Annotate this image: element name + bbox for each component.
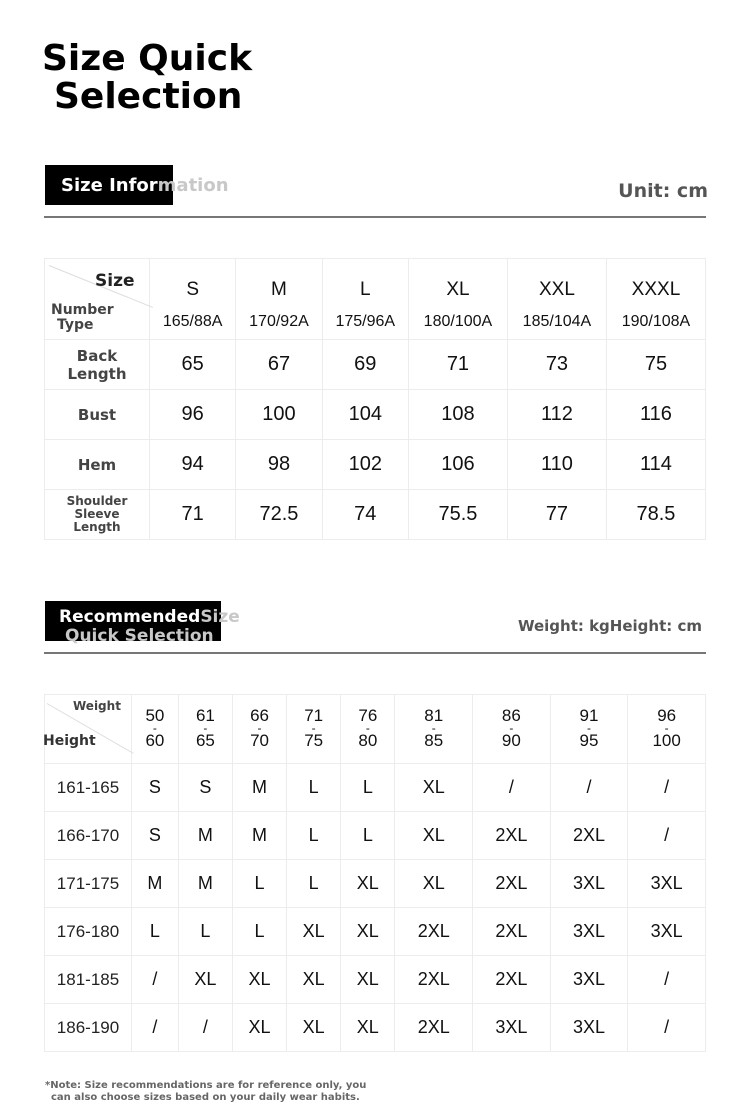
size-column-header — [408, 259, 507, 340]
range-value: 60 — [145, 730, 165, 750]
table-cell: 3XL — [628, 908, 706, 956]
table-cell: 67 — [236, 340, 322, 390]
table-row — [45, 1004, 706, 1052]
table-cell: L — [232, 860, 286, 908]
weight-range-header — [628, 695, 706, 764]
table-cell: 2XL — [395, 908, 473, 956]
table-cell: 74 — [322, 490, 408, 540]
weight-range-header — [132, 695, 179, 764]
table-cell: 75.5 — [408, 490, 507, 540]
table-cell: S — [132, 812, 179, 860]
table-cell: XL — [232, 1004, 286, 1052]
weight-range-header — [178, 695, 232, 764]
table-cell: 104 — [322, 390, 408, 440]
table-cell: 96 — [150, 390, 236, 440]
table-cell: 2XL — [473, 956, 551, 1004]
table-cell: / — [628, 956, 706, 1004]
range-dash: - — [509, 720, 514, 735]
recommended-label-line1-light: Size — [200, 607, 240, 627]
height-range-label: 176-180 — [45, 908, 132, 956]
range-dash: - — [311, 720, 316, 735]
table-row-shoulder-sleeve — [45, 490, 706, 540]
range-value: 85 — [424, 730, 444, 750]
table-cell: 69 — [322, 340, 408, 390]
footnote — [45, 1080, 366, 1104]
range-dash: - — [203, 720, 208, 735]
weight-range-header — [232, 695, 286, 764]
size-information-table — [44, 258, 706, 540]
table-cell: M — [132, 860, 179, 908]
row-label: Hem — [45, 440, 150, 490]
row-label — [45, 490, 150, 540]
weight-height-unit-label: Weight: kgHeight: cm — [517, 617, 702, 635]
table-cell: 110 — [507, 440, 606, 490]
table-cell: XL — [341, 956, 395, 1004]
table-cell: / — [132, 1004, 179, 1052]
table-cell: / — [628, 812, 706, 860]
size-name: XXXL — [631, 279, 681, 300]
recommended-label-line2: Quick Selection — [65, 626, 214, 646]
row-label: Back Length — [45, 340, 150, 390]
size-information-label-light: mation — [157, 175, 229, 196]
table-cell: L — [232, 908, 286, 956]
size-name: S — [186, 279, 199, 300]
size-information-label — [45, 165, 229, 205]
table-cell: 114 — [606, 440, 705, 490]
page-title-line2: Selection — [54, 76, 243, 117]
table-cell: 65 — [150, 340, 236, 390]
table-cell: / — [132, 956, 179, 1004]
table-cell: 78.5 — [606, 490, 705, 540]
table-cell: L — [287, 812, 341, 860]
size-column-header — [507, 259, 606, 340]
table-cell: XL — [287, 908, 341, 956]
corner-number-type-label — [51, 303, 114, 333]
table-cell: / — [628, 764, 706, 812]
page-title — [42, 40, 252, 116]
table-cell: XL — [395, 764, 473, 812]
weight-range — [501, 705, 521, 750]
row-label-line2: Length — [73, 520, 121, 534]
range-value: 50 — [145, 705, 165, 725]
range-value: 86 — [501, 705, 521, 725]
height-range-label: 181-185 — [45, 956, 132, 1004]
size-column-header — [322, 259, 408, 340]
table-cell: L — [178, 908, 232, 956]
size-column-header — [150, 259, 236, 340]
height-range-label: 166-170 — [45, 812, 132, 860]
table-cell: XL — [178, 956, 232, 1004]
table-cell: XL — [287, 956, 341, 1004]
table-cell: / — [550, 764, 628, 812]
table-cell: 75 — [606, 340, 705, 390]
range-value: 100 — [652, 730, 681, 750]
size-number-type: 165/88A — [162, 313, 223, 330]
corner-number-line2: Type — [57, 317, 94, 333]
table-cell: 71 — [150, 490, 236, 540]
corner-weight-label: Weight — [73, 699, 121, 713]
table-cell: L — [341, 764, 395, 812]
weight-range — [304, 705, 324, 750]
size-number-type: 180/100A — [423, 313, 493, 330]
table-row — [45, 812, 706, 860]
table-cell: M — [178, 812, 232, 860]
height-range-label: 161-165 — [45, 764, 132, 812]
section-divider — [44, 652, 706, 654]
size-name: XXL — [538, 279, 575, 300]
range-value: 70 — [250, 730, 269, 750]
recommended-size-table — [44, 694, 706, 1052]
table-cell: 94 — [150, 440, 236, 490]
recommended-label-line1: Recommended — [59, 607, 201, 627]
table-cell: 3XL — [550, 908, 628, 956]
table-cell: M — [178, 860, 232, 908]
range-value: 66 — [250, 705, 269, 725]
footnote-line1: *Note: Size recommendations are for reference only, you — [45, 1080, 367, 1091]
size-number-type: 170/92A — [249, 313, 309, 330]
row-label-line1: Shoulder Sleeve — [66, 494, 128, 521]
table-cell: / — [473, 764, 551, 812]
table-cell: / — [178, 1004, 232, 1052]
table-cell: 2XL — [473, 860, 551, 908]
table-cell: 116 — [606, 390, 705, 440]
range-value: 90 — [501, 730, 521, 750]
table-cell: 3XL — [473, 1004, 551, 1052]
table-cell: 3XL — [550, 1004, 628, 1052]
table-cell: 72.5 — [236, 490, 322, 540]
range-value: 61 — [195, 705, 215, 725]
weight-height-corner — [45, 695, 132, 764]
table-cell: 3XL — [550, 956, 628, 1004]
table-cell: XL — [395, 812, 473, 860]
range-value: 80 — [358, 730, 378, 750]
size-name: L — [359, 279, 371, 300]
table-cell: 2XL — [395, 956, 473, 1004]
table-cell: XL — [287, 1004, 341, 1052]
range-value: 76 — [358, 705, 378, 725]
range-value: 96 — [657, 705, 677, 725]
table-cell: XL — [395, 860, 473, 908]
table-cell: 77 — [507, 490, 606, 540]
size-header-row — [45, 259, 706, 340]
table-cell: 98 — [236, 440, 322, 490]
table-row — [45, 764, 706, 812]
corner-number-line1: Number — [51, 302, 114, 318]
weight-range-header — [341, 695, 395, 764]
corner-size-label: Size — [95, 271, 135, 291]
table-cell: XL — [341, 1004, 395, 1052]
range-dash: - — [365, 720, 370, 735]
weight-range — [145, 705, 165, 750]
table-cell: M — [232, 812, 286, 860]
table-cell: L — [287, 860, 341, 908]
table-cell: 2XL — [473, 908, 551, 956]
recommended-size-label — [45, 601, 240, 646]
table-cell: / — [628, 1004, 706, 1052]
table-row — [45, 908, 706, 956]
table-row-bust — [45, 390, 706, 440]
range-dash: - — [664, 720, 669, 735]
range-value: 95 — [579, 730, 599, 750]
table-cell: S — [132, 764, 179, 812]
range-value: 91 — [579, 705, 599, 725]
height-range-label: 171-175 — [45, 860, 132, 908]
page-title-line1: Size Quick — [42, 38, 253, 79]
size-number-type: 185/104A — [522, 313, 592, 330]
table-row — [45, 956, 706, 1004]
size-information-label-dark: Size Infor — [61, 175, 158, 196]
weight-range-header — [473, 695, 551, 764]
table-cell: L — [132, 908, 179, 956]
table-cell: 106 — [408, 440, 507, 490]
range-value: 81 — [424, 705, 444, 725]
table-cell: 71 — [408, 340, 507, 390]
table-cell: M — [232, 764, 286, 812]
table-cell: XL — [341, 860, 395, 908]
table-row-back-length — [45, 340, 706, 390]
weight-range — [250, 705, 269, 750]
size-column-header — [606, 259, 705, 340]
section-divider — [44, 216, 706, 218]
table-row — [45, 860, 706, 908]
table-cell: 3XL — [628, 860, 706, 908]
footnote-line2: can also choose sizes based on your daily wear habits. — [51, 1092, 360, 1103]
weight-range — [652, 705, 681, 750]
range-value: 71 — [304, 705, 324, 725]
table-cell: 2XL — [473, 812, 551, 860]
weight-range — [358, 705, 378, 750]
table-cell: 2XL — [395, 1004, 473, 1052]
size-number-type: 190/108A — [621, 313, 691, 330]
weight-header-row — [45, 695, 706, 764]
table-cell: XL — [232, 956, 286, 1004]
size-number-type: 175/96A — [335, 313, 396, 330]
table-cell: 100 — [236, 390, 322, 440]
size-name: XL — [446, 279, 470, 300]
table-cell: 2XL — [550, 812, 628, 860]
range-dash: - — [586, 720, 591, 735]
table-cell: 73 — [507, 340, 606, 390]
range-dash: - — [257, 720, 262, 735]
weight-range — [424, 705, 444, 750]
range-dash: - — [431, 720, 436, 735]
weight-range — [579, 705, 599, 750]
height-range-label: 186-190 — [45, 1004, 132, 1052]
table-cell: L — [341, 812, 395, 860]
table-cell: L — [287, 764, 341, 812]
weight-range-header — [550, 695, 628, 764]
table-cell: 112 — [507, 390, 606, 440]
table-cell: 108 — [408, 390, 507, 440]
size-name: M — [271, 279, 287, 300]
weight-range-header — [287, 695, 341, 764]
weight-range-header — [395, 695, 473, 764]
range-value: 65 — [195, 730, 215, 750]
corner-height-label: Height — [43, 733, 96, 749]
table-cell: 102 — [322, 440, 408, 490]
table-row-hem — [45, 440, 706, 490]
weight-range — [195, 705, 215, 750]
size-table-corner — [45, 259, 150, 340]
unit-label: Unit: cm — [618, 180, 708, 202]
table-cell: XL — [341, 908, 395, 956]
row-label: Bust — [45, 390, 150, 440]
table-cell: S — [178, 764, 232, 812]
range-value: 75 — [304, 730, 324, 750]
size-column-header — [236, 259, 322, 340]
table-cell: 3XL — [550, 860, 628, 908]
range-dash: - — [152, 720, 157, 735]
